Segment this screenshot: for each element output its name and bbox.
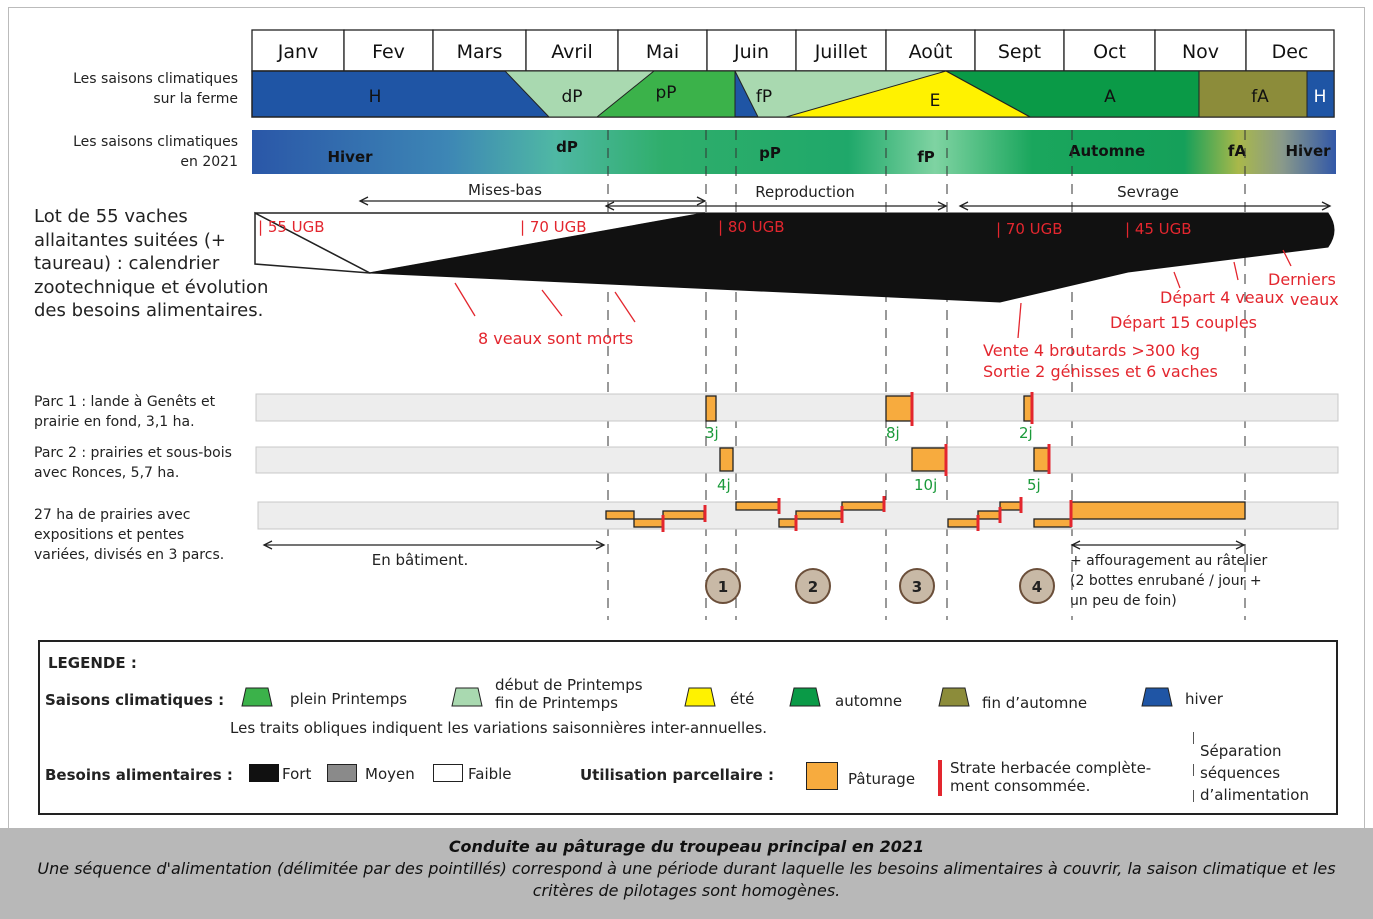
season2021-pP: pP <box>759 144 781 162</box>
legend-sep-tick3 <box>1193 790 1194 802</box>
sequence-4: 4 <box>1031 578 1043 596</box>
event-sale1: Vente 4 broutards >300 kg <box>983 341 1200 360</box>
caption-title: Conduite au pâturage du troupeau principal en 2021 <box>448 837 925 856</box>
month-label: Mai <box>645 41 680 63</box>
farm-season-pP: pP <box>655 83 677 103</box>
sequence-circles <box>706 569 1054 603</box>
legend-faible: Faible <box>468 765 512 783</box>
farm-season-fA: fA <box>1251 87 1269 107</box>
label-affouragement: + affouragement au râtelier (2 bottes enrubané / jour + un peu de foin) <box>1070 553 1268 609</box>
legend-strate-marker <box>938 760 942 796</box>
farm-season-fP: fP <box>755 87 773 107</box>
legend-moyen: Moyen <box>365 765 415 783</box>
legend-besoins-label: Besoins alimentaires : <box>45 766 233 784</box>
legend-fort: Fort <box>282 765 312 783</box>
legend-paturage: Pâturage <box>848 770 916 788</box>
legend-hiver: hiver <box>1185 690 1223 708</box>
en-batiment-arrow <box>264 541 1244 549</box>
farm-seasons-band <box>252 71 1334 117</box>
event-sale2: Sortie 2 génisses et 6 vaches <box>983 362 1218 381</box>
event-dep15: Départ 15 couples <box>1110 313 1258 332</box>
month-header-row <box>252 30 1334 71</box>
event-dead-calves: 8 veaux sont morts <box>478 329 634 348</box>
farm-season-H2: H <box>1313 87 1327 107</box>
event-last2: veaux <box>1290 290 1339 309</box>
caption-text: Une séquence d'alimentation (délimitée par des pointillés) correspond à une période durant laquelle les besoins alimentaires à couvrir, la saison climatique et les critères de pilotages sont homogènes. <box>37 859 1336 900</box>
duration-p2c: 5j <box>1027 476 1041 494</box>
month-label: Mars <box>456 41 503 63</box>
season2021-fP: fP <box>917 148 935 166</box>
sequence-2: 2 <box>807 578 819 596</box>
label-farm-seasons: Les saisons climatiques sur la ferme <box>73 71 238 107</box>
label-parc1: Parc 1 : lande à Genêts et prairie en fond, 3,1 ha. <box>34 394 216 430</box>
duration-p2a: 4j <box>717 476 731 494</box>
en-batiment-label: En bâtiment. <box>371 551 469 569</box>
sequence-3: 3 <box>911 578 923 596</box>
legend-sep-tick2 <box>1193 764 1194 776</box>
legend-automne-swatch <box>788 686 822 708</box>
legend-paturage-swatch <box>806 762 838 790</box>
ugb-70b: | 70 UGB <box>996 220 1063 238</box>
legend-saisons-label: Saisons climatiques : <box>45 691 225 709</box>
legend-plein: plein Printemps <box>290 690 408 708</box>
farm-season-H: H <box>368 87 382 107</box>
legend-hiver-swatch <box>1140 686 1174 708</box>
farm-season-dP: dP <box>561 87 583 107</box>
legend-debut-swatch <box>450 686 484 708</box>
legend-plein-swatch <box>240 686 274 708</box>
label-parc2: Parc 2 : prairies et sous-bois avec Ronces, 5,7 ha. <box>34 445 232 481</box>
duration-p1a: 3j <box>705 424 719 442</box>
figure-caption <box>0 828 1373 919</box>
duration-p2b: 10j <box>914 476 938 494</box>
month-label: Juillet <box>814 41 868 63</box>
sequence-1: 1 <box>717 578 729 596</box>
legend-obliques: Les traits obliques indiquent les variations saisonnières inter-annuelles. <box>230 719 768 737</box>
legend-fin-automne: fin d’automne <box>982 694 1088 712</box>
month-label: Avril <box>551 41 593 63</box>
month-label: Juin <box>734 41 769 63</box>
month-label: Nov <box>1181 41 1220 63</box>
legend-fin-automne-swatch <box>937 686 971 708</box>
legend-strate: Strate herbacée complète- ment consommée. <box>950 759 1152 795</box>
month-label: Sept <box>997 41 1042 63</box>
event-last1: Derniers <box>1268 270 1336 289</box>
season2021-hiver2: Hiver <box>1285 142 1331 160</box>
month-label: Oct <box>1093 41 1126 63</box>
legend-debut: début de Printemps fin de Printemps <box>495 676 643 712</box>
period-reproduction: Reproduction <box>755 183 855 201</box>
ugb-55: | 55 UGB <box>258 218 325 236</box>
season2021-automne: Automne <box>1068 142 1146 160</box>
legend-separation: Séparation séquences d’alimentation <box>1200 742 1309 804</box>
legend-automne: automne <box>835 692 903 710</box>
duration-p1c: 2j <box>1019 424 1033 442</box>
period-mises-bas: Mises-bas <box>468 181 542 199</box>
season2021-dP: dP <box>556 138 578 156</box>
duration-p1b: 8j <box>886 424 900 442</box>
season2021-hiver: Hiver <box>327 148 373 166</box>
period-sevrage: Sevrage <box>1117 183 1179 201</box>
ugb-80: | 80 UGB <box>718 218 785 236</box>
legend-fort-swatch <box>249 764 279 782</box>
season2021-fA: fA <box>1227 142 1247 160</box>
label-seasons-2021: Les saisons climatiques en 2021 <box>73 134 238 170</box>
legend-utilisation-label: Utilisation parcellaire : <box>580 766 775 784</box>
month-label: Fev <box>372 41 405 63</box>
seasons-2021-band <box>252 130 1336 174</box>
farm-season-A: A <box>1104 87 1116 107</box>
month-label: Janv <box>277 41 319 63</box>
ugb-45: | 45 UGB <box>1125 220 1192 238</box>
legend-faible-swatch <box>433 764 463 782</box>
legend-ete: été <box>730 690 755 708</box>
legend-title: LEGENDE : <box>48 654 137 672</box>
farm-season-E: E <box>929 91 941 111</box>
label-parc3: 27 ha de prairies avec expositions et pentes variées, divisés en 3 parcs. <box>34 507 225 563</box>
legend-ete-swatch <box>683 686 717 708</box>
event-dep4: Départ 4 veaux <box>1160 288 1285 307</box>
month-label: Août <box>908 41 953 63</box>
ugb-70: | 70 UGB <box>520 218 587 236</box>
legend-box <box>38 640 1338 815</box>
legend-moyen-swatch <box>327 764 357 782</box>
month-label: Dec <box>1271 41 1309 63</box>
label-herd: Lot de 55 vaches allaitantes suitées (+ taureau) : calendrier zootechnique et évolution des besoins alimentaires. <box>34 206 269 321</box>
legend-sep-tick1 <box>1193 732 1194 744</box>
